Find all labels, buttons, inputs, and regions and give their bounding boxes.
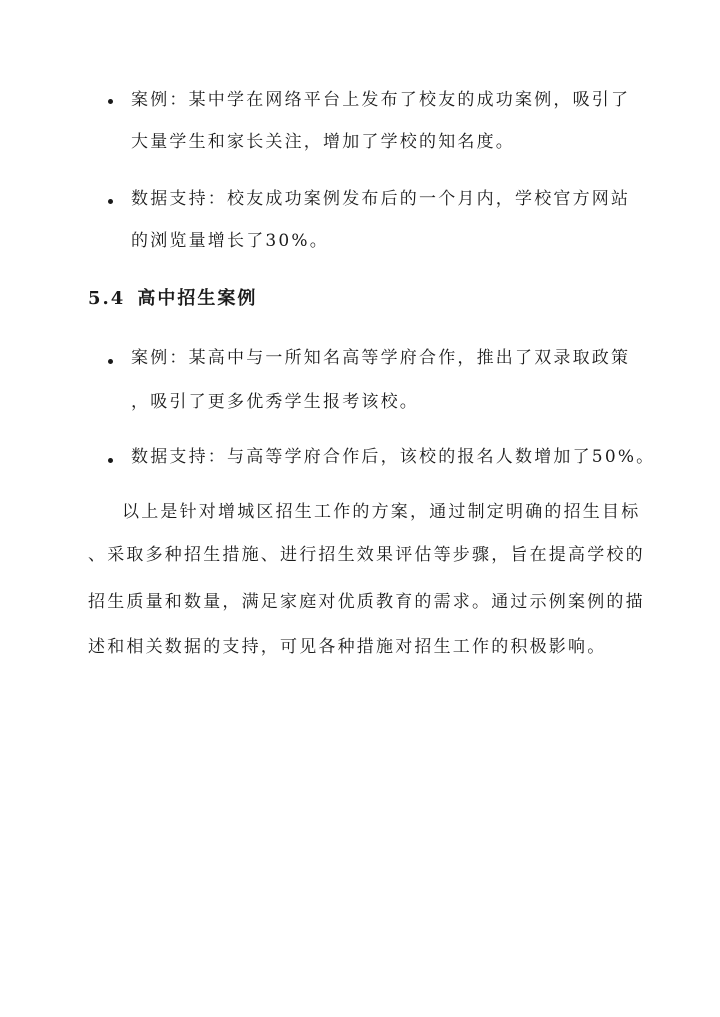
bullet-4-line-1: 数据支持：与高等学府合作后，该校的报名人数增加了50%。 <box>131 447 656 467</box>
bullet-3-line-2: ，吸引了更多优秀学生报考该校。 <box>131 392 419 412</box>
bullet-2-line-1: 数据支持：校友成功案例发布后的一个月内，学校官方网站 <box>131 189 631 209</box>
bullet-2-line-2: 的浏览量增长了30%。 <box>131 231 329 251</box>
bullet-marker <box>108 199 113 204</box>
bullet-1-line-1: 案例：某中学在网络平台上发布了校友的成功案例，吸引了 <box>131 90 631 110</box>
conclusion-line-4: 述和相关数据的支持，可见各种措施对招生工作的积极影响。 <box>88 637 607 657</box>
bullet-marker <box>108 99 113 104</box>
conclusion-line-2: 、采取多种招生措施、进行招生效果评估等步骤，旨在提高学校的 <box>88 545 645 565</box>
section-title: 高中招生案例 <box>137 288 258 309</box>
bullet-1-line-2: 大量学生和家长关注，增加了学校的知名度。 <box>131 132 515 152</box>
bullet-3-line-1: 案例：某高中与一所知名高等学府合作，推出了双录取政策 <box>131 348 631 368</box>
bullet-marker <box>108 359 113 364</box>
section-heading <box>88 286 257 312</box>
conclusion-line-3: 招生质量和数量，满足家庭对优质教育的需求。通过示例案例的描 <box>88 592 645 612</box>
conclusion-line-1: 以上是针对增城区招生工作的方案，通过制定明确的招生目标 <box>122 502 641 522</box>
bullet-marker <box>108 458 113 463</box>
section-number: 5.4 <box>88 288 126 309</box>
